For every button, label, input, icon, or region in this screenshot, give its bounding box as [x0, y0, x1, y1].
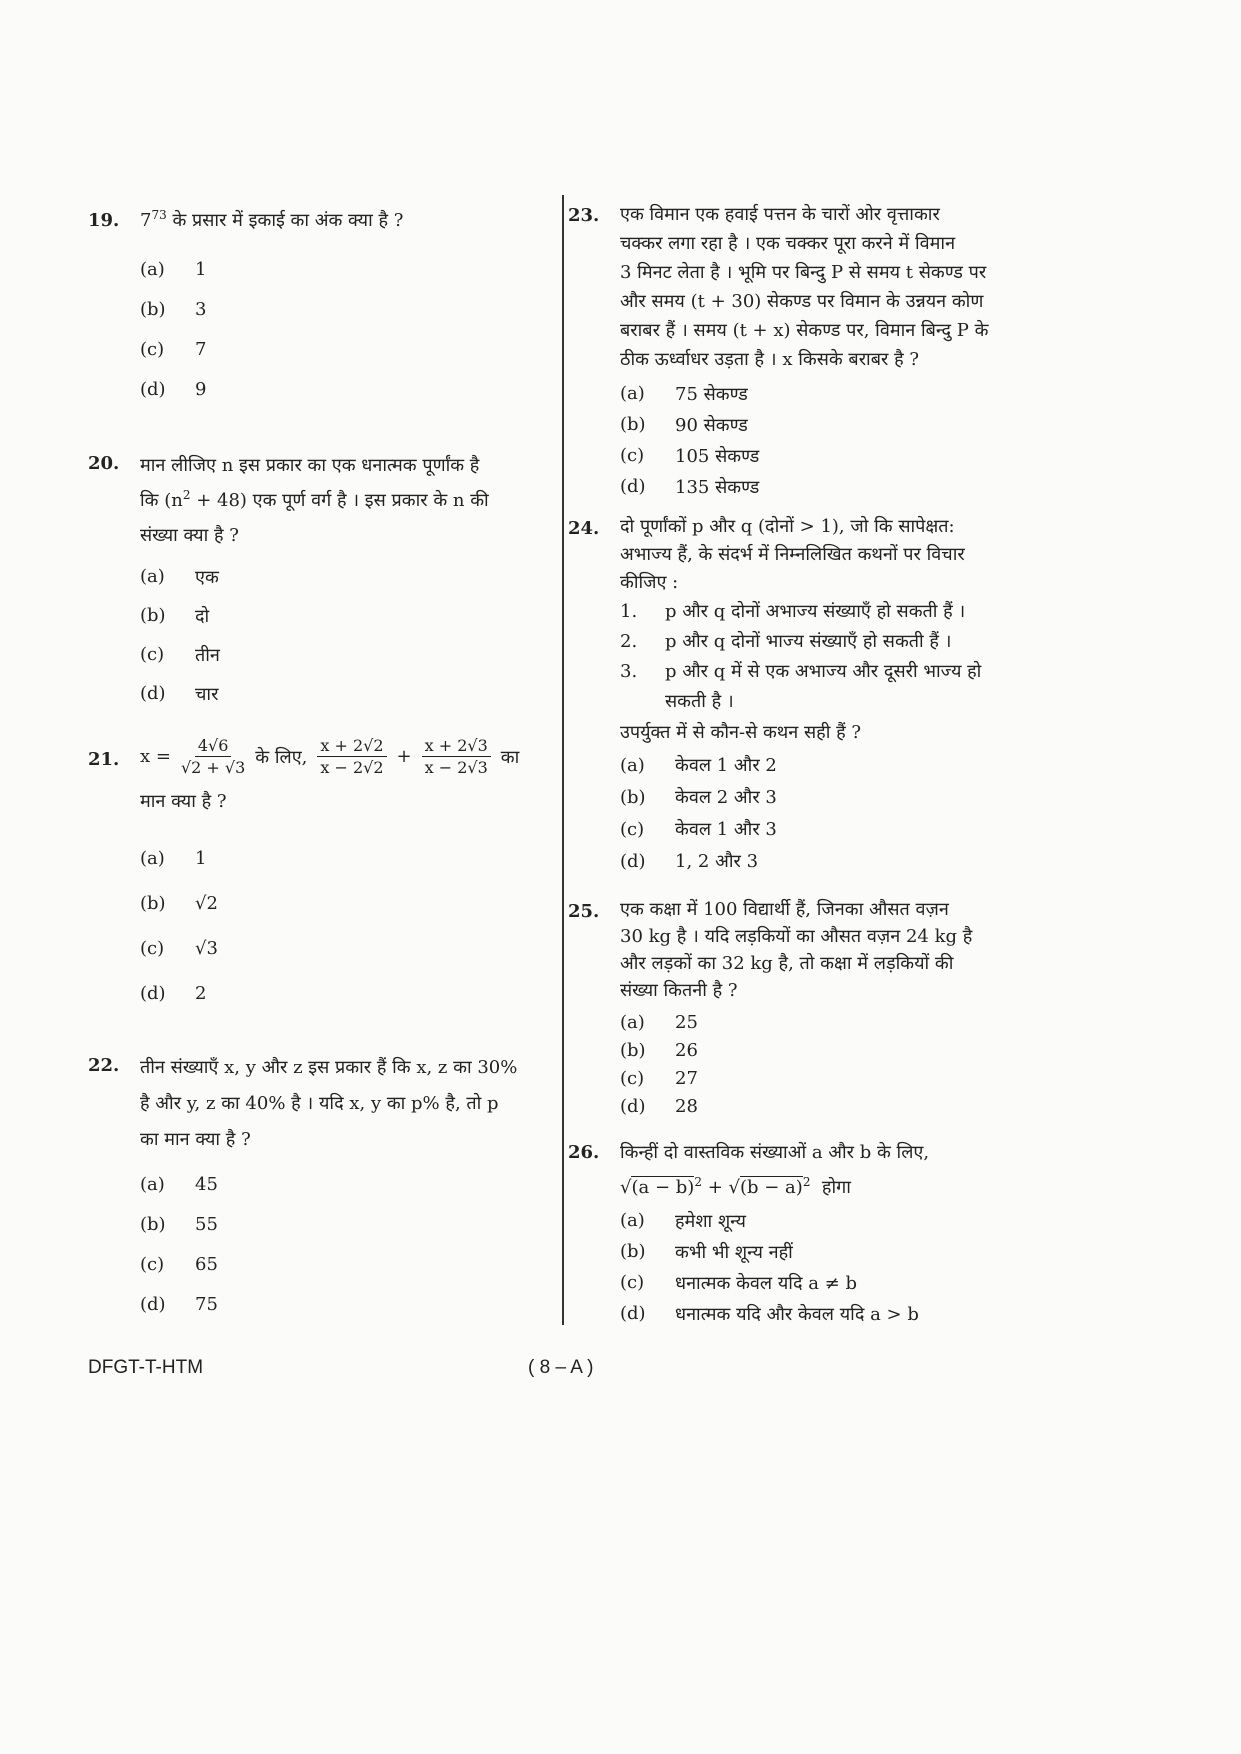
question-number: 23. — [568, 205, 600, 226]
option-text: √2 — [195, 893, 218, 914]
option-b[interactable] — [140, 881, 558, 926]
question-25 — [568, 896, 1046, 1137]
options-list — [620, 378, 1046, 502]
stem-line: है और y, z का 40% है । यदि x, y का p% है, तो p — [140, 1093, 499, 1114]
option-d[interactable] — [620, 471, 1046, 502]
option-b[interactable] — [140, 596, 558, 635]
option-a[interactable] — [140, 557, 558, 596]
question-number: 24. — [568, 518, 600, 539]
option-label: (c) — [140, 338, 165, 360]
stem-line: का मान क्या है ? — [140, 1129, 251, 1150]
option-text: 1 — [195, 258, 207, 280]
options-list — [140, 249, 558, 409]
question-21 — [88, 735, 558, 1050]
option-text: हमेशा शून्य — [675, 1210, 746, 1232]
stem-text: + 48) एक पूर्ण वर्ग है । इस प्रकार के n की — [190, 490, 489, 511]
option-label: (d) — [620, 1303, 646, 1324]
stem-line: संख्या कितनी है ? — [620, 980, 738, 1001]
option-text: केवल 1 और 2 — [675, 755, 777, 776]
option-text: 135 सेकण्ड — [675, 476, 760, 498]
question-26 — [568, 1137, 1046, 1329]
options-list — [140, 557, 558, 713]
option-text: 65 — [195, 1253, 218, 1275]
option-text: केवल 2 और 3 — [675, 787, 777, 808]
question-number: 21. — [88, 749, 120, 770]
option-label: (c) — [140, 644, 165, 665]
option-label: (d) — [140, 1293, 166, 1315]
stem-line: 30 kg है । यदि लड़कियों का औसत वज़न 24 kg है — [620, 926, 973, 947]
options-list — [620, 749, 1046, 877]
option-text: 9 — [195, 378, 207, 400]
option-label: (a) — [620, 383, 645, 404]
option-b[interactable] — [140, 289, 558, 329]
numerator: x + 2√2 — [317, 735, 386, 757]
option-label: (b) — [620, 786, 646, 808]
numerator: 4√6 — [195, 735, 232, 757]
option-label: (c) — [620, 818, 645, 840]
option-a[interactable] — [620, 749, 1046, 781]
stem-text: के लिए, — [255, 746, 308, 768]
stem-line: ठीक ऊर्ध्वाधर उड़ता है । x किसके बराबर है ? — [620, 349, 920, 370]
option-text: केवल 1 और 3 — [675, 819, 777, 840]
statement-number: 3. — [620, 661, 638, 682]
exponent: 2 — [802, 1175, 811, 1189]
statement-text: p और q दोनों अभाज्य संख्याएँ हो सकती हैं । — [665, 601, 966, 622]
option-label: (a) — [620, 1011, 645, 1033]
stem-line: मान लीजिए n इस प्रकार का एक धनात्मक पूर्णांक है — [140, 455, 480, 476]
option-label: (a) — [140, 258, 165, 280]
plus-sign: + — [396, 746, 412, 767]
option-a[interactable] — [620, 378, 1046, 409]
option-text: 75 सेकण्ड — [675, 383, 748, 405]
option-text: तीन — [195, 644, 220, 666]
question-number: 22. — [88, 1055, 120, 1076]
option-label: (d) — [620, 1095, 646, 1117]
stem-line: 3 मिनट लेता है । भूमि पर बिन्दु P से समय t सेकण्ड पर — [620, 262, 987, 283]
question-23 — [568, 200, 1046, 513]
stem-text: का — [500, 746, 520, 768]
statement-number: 2. — [620, 631, 638, 652]
option-label: (a) — [140, 566, 165, 587]
option-label: (b) — [140, 893, 166, 914]
stem-line: बराबर हैं । समय (t + x) सेकण्ड पर, विमान बिन्दु P के — [620, 320, 989, 341]
numerator: x + 2√3 — [422, 735, 491, 757]
statement-text: p और q दोनों भाज्य संख्याएँ हो सकती हैं । — [665, 631, 952, 652]
option-label: (d) — [620, 850, 646, 872]
stem-line: संख्या क्या है ? — [140, 525, 239, 546]
denominator: x − 2√2 — [320, 758, 384, 777]
question-stem — [620, 513, 1046, 597]
option-label: (c) — [620, 1067, 645, 1089]
question-stem — [620, 200, 1046, 374]
question-number: 20. — [88, 453, 120, 474]
question-20 — [88, 448, 558, 735]
option-d[interactable] — [140, 369, 558, 409]
stem-text: x = — [140, 746, 171, 767]
options-list — [620, 1205, 1046, 1329]
option-text: कभी भी शून्य नहीं — [675, 1241, 793, 1263]
stem-text: के प्रसार में इकाई का अंक क्या है ? — [172, 210, 404, 231]
option-text: 45 — [195, 1173, 218, 1195]
stem-line: तीन संख्याएँ x, y और z इस प्रकार हैं कि x, z का 30% — [140, 1057, 518, 1078]
option-label: (b) — [140, 1213, 166, 1235]
radicand: (b − a) — [739, 1177, 803, 1198]
option-d[interactable] — [620, 1298, 1046, 1329]
option-text: 25 — [675, 1011, 698, 1033]
question-stem — [620, 1137, 1046, 1205]
statement-2 — [620, 627, 1046, 657]
option-a[interactable] — [140, 249, 558, 289]
option-label: (a) — [140, 848, 165, 869]
option-label: (c) — [140, 1253, 165, 1275]
option-c[interactable] — [140, 635, 558, 674]
option-label: (d) — [140, 683, 166, 704]
column-divider — [562, 195, 564, 1325]
page-number: ( 8 – A ) — [528, 1357, 594, 1378]
question-number: 19. — [88, 210, 120, 231]
option-label: (b) — [140, 298, 166, 320]
question-19 — [88, 205, 558, 448]
option-label: (b) — [140, 605, 166, 626]
option-b[interactable] — [140, 1204, 558, 1244]
question-stem — [140, 735, 558, 818]
option-c[interactable] — [620, 440, 1046, 471]
radicand: (a − b) — [631, 1177, 695, 1198]
question-stem — [140, 205, 558, 237]
option-label: (c) — [140, 938, 165, 959]
stem-line: एक विमान एक हवाई पत्तन के चारों ओर वृत्ताकार — [620, 204, 940, 225]
options-list — [620, 1008, 1046, 1120]
option-text: धनात्मक केवल यदि a ≠ b — [675, 1272, 858, 1294]
statement-1 — [620, 597, 1046, 627]
statements-list — [620, 597, 1046, 717]
option-a[interactable] — [620, 1205, 1046, 1236]
stem-line: चक्कर लगा रहा है । एक चक्कर पूरा करने में विमान — [620, 233, 956, 254]
statement-3-continuation: सकती है । — [665, 691, 734, 712]
question-stem — [620, 896, 1046, 1004]
option-b[interactable] — [620, 1236, 1046, 1267]
option-c[interactable] — [620, 1267, 1046, 1298]
option-c[interactable] — [620, 813, 1046, 845]
option-a[interactable] — [140, 1164, 558, 1204]
stem-line: कीजिए : — [620, 572, 679, 593]
stem-line: एक कक्षा में 100 विद्यार्थी हैं, जिनका औसत वज़न — [620, 899, 949, 920]
stem-line — [140, 735, 558, 778]
option-label: (a) — [620, 1210, 645, 1231]
option-text: चार — [195, 683, 219, 705]
base: 7 — [140, 210, 152, 231]
fraction — [422, 735, 491, 778]
option-c[interactable] — [140, 926, 558, 971]
question-stem — [140, 448, 558, 553]
option-c[interactable] — [620, 1064, 1046, 1092]
option-text: 1, 2 और 3 — [675, 851, 759, 872]
option-b[interactable] — [620, 781, 1046, 813]
option-d[interactable] — [620, 1092, 1046, 1120]
statement-text: p और q में से एक अभाज्य और दूसरी भाज्य हो — [665, 661, 982, 682]
fraction — [317, 735, 386, 778]
question-number: 26. — [568, 1142, 600, 1163]
option-text: 7 — [195, 338, 207, 360]
question-24 — [568, 513, 1046, 896]
option-text: 90 सेकण्ड — [675, 414, 748, 436]
option-label: (c) — [620, 445, 645, 466]
stem-line: मान क्या है ? — [140, 791, 227, 812]
option-text: 1 — [195, 848, 207, 869]
stem-text: होगा — [821, 1177, 851, 1198]
option-c[interactable] — [140, 1244, 558, 1284]
option-label: (d) — [140, 983, 166, 1004]
stem-text: कि (n — [140, 490, 183, 511]
option-text: दो — [195, 605, 210, 627]
right-column — [568, 200, 1046, 1329]
option-b[interactable] — [620, 409, 1046, 440]
option-c[interactable] — [140, 329, 558, 369]
option-label: (a) — [140, 1173, 165, 1195]
denominator: x − 2√3 — [424, 758, 488, 777]
stem-line: और समय (t + 30) सेकण्ड पर विमान के उन्नयन कोण — [620, 291, 984, 312]
option-label: (b) — [620, 1039, 646, 1061]
exponent: 73 — [151, 208, 167, 222]
option-label: (b) — [620, 1241, 646, 1262]
statement-3 — [620, 657, 1046, 687]
option-d[interactable] — [140, 1284, 558, 1324]
option-text: 27 — [675, 1067, 698, 1089]
options-list — [140, 836, 558, 1016]
stem-line: किन्हीं दो वास्तविक संख्याओं a और b के लिए, — [620, 1142, 930, 1163]
exponent: 2 — [182, 488, 191, 502]
option-text: एक — [195, 566, 219, 588]
expression: $√(a - b)^2 + √(b - a)^2$ होगा — [620, 1175, 851, 1198]
stem-line: और लड़कों का 32 kg है, तो कक्षा में लड़कियों की — [620, 953, 954, 974]
fraction — [181, 735, 245, 778]
option-text: 3 — [195, 298, 207, 320]
option-d[interactable] — [140, 971, 558, 1016]
option-a[interactable] — [140, 836, 558, 881]
option-text: 2 — [195, 983, 207, 1004]
option-text: 75 — [195, 1293, 218, 1315]
option-label: (c) — [620, 1272, 645, 1293]
option-label: (d) — [620, 476, 646, 497]
option-text: 26 — [675, 1039, 698, 1061]
option-text: धनात्मक यदि और केवल यदि a > b — [675, 1303, 919, 1325]
option-label: (a) — [620, 754, 645, 776]
option-label: (d) — [140, 378, 166, 400]
stem-line: अभाज्य हैं, के संदर्भ में निम्नलिखित कथनों पर विचार — [620, 544, 965, 565]
paper-code: DFGT-T-HTM — [88, 1357, 204, 1378]
option-b[interactable] — [620, 1036, 1046, 1064]
option-label: (b) — [620, 414, 646, 435]
option-text: 28 — [675, 1095, 698, 1117]
option-d[interactable] — [140, 674, 558, 713]
option-a[interactable] — [620, 1008, 1046, 1036]
options-list — [140, 1164, 558, 1324]
stem-line — [140, 483, 558, 518]
question-prompt: उपर्युक्त में से कौन-से कथन सही हैं ? — [620, 722, 862, 743]
left-column — [88, 205, 558, 1324]
option-text: √3 — [195, 938, 218, 959]
option-text: 105 सेकण्ड — [675, 445, 760, 467]
question-stem — [140, 1050, 558, 1158]
denominator: √2 + √3 — [180, 758, 246, 777]
statement-number: 1. — [620, 601, 638, 622]
question-number: 25. — [568, 901, 600, 922]
plus-sign: + — [707, 1177, 723, 1198]
question-22 — [88, 1050, 558, 1324]
option-d[interactable] — [620, 845, 1046, 877]
exponent: 2 — [694, 1175, 702, 1189]
stem-line: दो पूर्णांकों p और q (दोनों > 1), जो कि सापेक्षत: — [620, 516, 955, 537]
option-text: 55 — [195, 1213, 218, 1235]
